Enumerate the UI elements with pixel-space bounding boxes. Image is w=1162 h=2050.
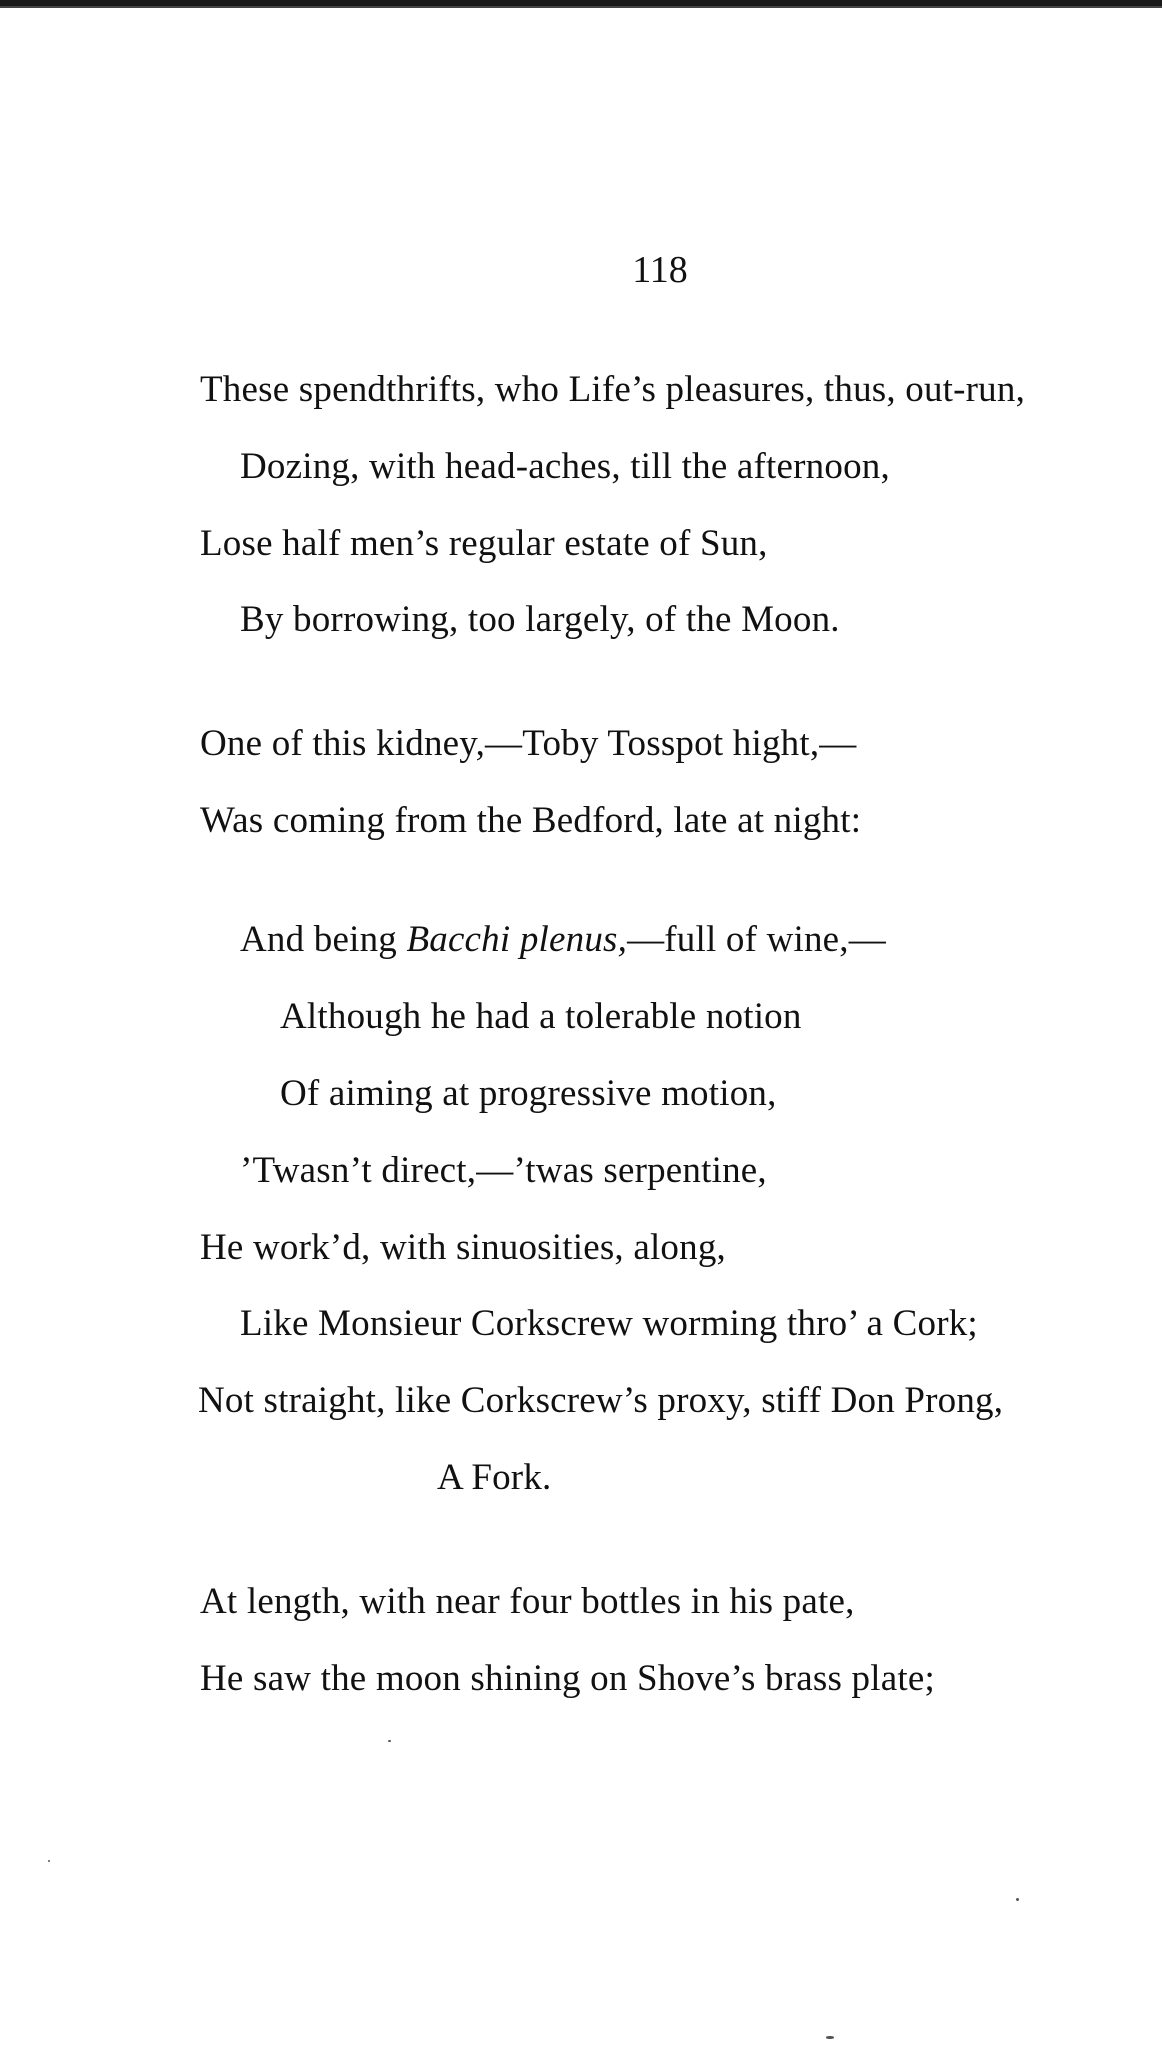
poem-line: These spendthrifts, who Life’s pleasures, thus, out-run, (200, 369, 1026, 410)
poem-line (240, 918, 886, 962)
poem-line: Was coming from the Bedford, late at night: (200, 800, 862, 841)
poem-line: Not straight, like Corkscrew’s proxy, stiff Don Prong, (198, 1380, 1004, 1421)
poem-line: Although he had a tolerable notion (280, 996, 802, 1037)
poem-line: A Fork. (437, 1457, 552, 1498)
poem-line: ’Twasn’t direct,—’twas serpentine, (240, 1150, 767, 1191)
poem-line: He work’d, with sinuosities, along, (200, 1227, 726, 1268)
paper-speck (388, 1740, 391, 1742)
poem-line: He saw the moon shining on Shove’s brass plate; (200, 1658, 935, 1699)
page-number: 118 (632, 249, 688, 291)
latin-phrase: Bacchi plenus, (406, 919, 628, 960)
paper-speck (48, 1860, 50, 1862)
poem-line: By borrowing, too largely, of the Moon. (240, 599, 840, 640)
paper-speck (826, 2036, 834, 2039)
poem-line: One of this kidney,—Toby Tosspot hight,— (200, 723, 857, 764)
poem-line: Dozing, with head-aches, till the afternoon, (240, 446, 890, 487)
poem-line: At length, with near four bottles in his pate, (200, 1581, 855, 1622)
poem-line: Like Monsieur Corkscrew worming thro’ a Cork; (240, 1303, 978, 1344)
line-text: And being (240, 919, 407, 960)
line-text: —full of wine,— (627, 919, 886, 960)
poem-line: Lose half men’s regular estate of Sun, (200, 523, 768, 564)
paper-speck (1016, 1898, 1019, 1901)
poem-line: Of aiming at progressive motion, (280, 1073, 777, 1114)
